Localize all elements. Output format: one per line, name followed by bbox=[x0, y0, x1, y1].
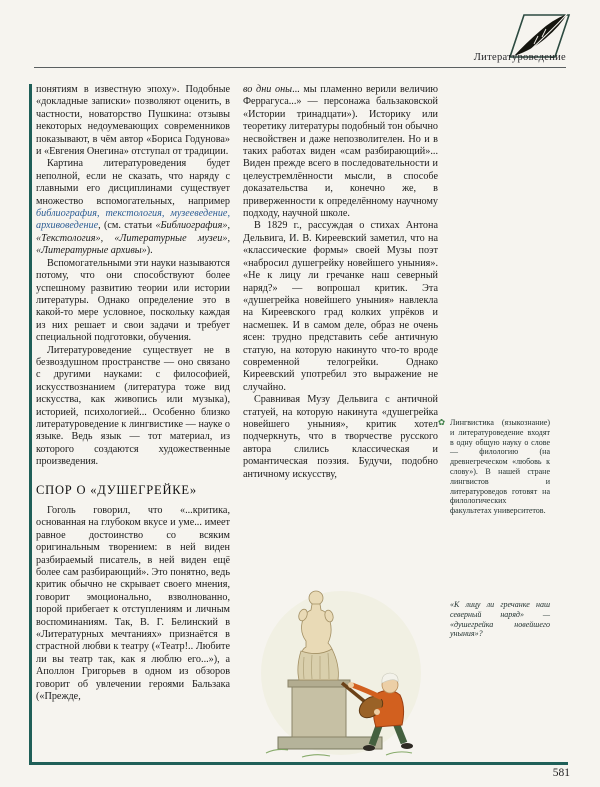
page-edge-left bbox=[29, 84, 32, 763]
paragraph: Картина литературоведения будет неполной, если не сказать, что наряду с главными его дисциплинами существует множество вспомогательных, например библиография, текстология, музееведение, архивоведение, (см. статьи «Библиография», «Текстология», «Литературные музеи», «Литературные архивы»). bbox=[36, 158, 230, 257]
page-edge-bottom bbox=[29, 762, 568, 765]
margin-note-text: «К лицу ли гречанке наш северный наряд» — «душегрейка новейшего уныния»? bbox=[450, 600, 550, 639]
margin-note-text: Лингвистика (языкознание) и литературоведение входят в одну общую науку о слове — филологию (на древнегреческом «любовь к слову»). В нашей стране лингвистов и литературоведов готовят на филологических факультетах университетов. bbox=[450, 418, 550, 516]
paragraph: Сравнивая Музу Дельвига с античной статуей, на которую накинута «душегрейка новейшего уныния», критик хотел подчеркнуть, что в творчестве русского автора слились классическая и романтическая поэзия. Будучи, подобно античному искусству, bbox=[243, 394, 438, 480]
paragraph: Вспомогательными эти науки называются потому, что они способствуют более успешному развитию теории или истории литературы. Однако определение это в какой-то мере условное, поскольку каждая из них решает и свои задачи и требует специальной подготовки, обучения. bbox=[36, 257, 230, 344]
paragraph: Гоголь говорил, что «...критика, основанная на глубоком вкусе и уме... имеет равное достоинство со всяким оригинальным творением: в ней виден разбираемый писатель, в ней виден ещё более сам разбирающий». Это понятно, ведь критик обычно не скрывает своего мнения, говорит эмоционально, взволнованно, порой прибегает к отступлениям и личным воспоминаниям. Так, В. Г. Белинский в «Литературных мечтаниях» признаётся в страстной любви к театру («Театр!.. Любите ли вы театр так, как я люблю его...»), а Аполлон Григорьев в одном из обзоров говорит об увлечении героями Бальзака («Прежде, bbox=[36, 505, 230, 703]
paragraph: во дни оны... мы пламенно верили величию Феррагуса...» — персонажа бальзаковской «Истории тринадцати»). Историку или теоретику литературы подобный тон обычно несвойствен и даже непозволителен. Но и в таких работах виден «сам разбирающий»... Виден прежде всего в последовательности и целеустремлённости мысли, в способе доказательства и, конечно же, в приверженности к определённому научному подходу, научной школе. bbox=[243, 84, 439, 220]
running-head: Литературоведение bbox=[473, 52, 566, 63]
page-number: 581 bbox=[552, 767, 570, 779]
header-rule bbox=[34, 67, 566, 68]
paragraph: Литературоведение существует не в безвоздушном пространстве — оно связано с другими науками: с философией, искусствознанием (литература тоже вид искусства, как живопись или музыка), историей, психологией... Особенно близко литературоведение к лингвистике — науке о языке. Ведь язык — тот материал, из которого создаются художественные произведения. bbox=[36, 344, 230, 468]
left-column-block-2 bbox=[36, 505, 230, 704]
left-column-block-1 bbox=[36, 84, 230, 469]
margin-note-linguistics bbox=[438, 417, 550, 516]
paragraph: В 1829 г., рассуждая о стихах Антона Дельвига, И. В. Киреевский заметил, что на «классические формы» своей Музы поэт «набросил душегрейку новейшего уныния». «Не к лицу ли гречанке наш северный наряд?» — вопрошал критик. Эта «душегрейка новейшего уныния» навлекла на Киреевского град колких упрёков и насмешек. И в самом деле, образ не очень ясен: трудно представить себе античную статую, на которую накинуто что-то вроде современной телогрейки. Однако Киреевский употребил это выражение не случайно. bbox=[243, 220, 438, 393]
section-heading: СПОР О «ДУШЕГРЕЙКЕ» bbox=[36, 482, 197, 497]
note-marker-icon: ✿ bbox=[438, 417, 446, 427]
margin-note-caption bbox=[450, 600, 550, 639]
column-right bbox=[243, 84, 438, 481]
paragraph: понятиям в известную эпоху». Подобные «докладные записки» позволяют оценить, в частности, новаторство Пушкина: отзывы некоторых недоумевающих современников показывают, в чём автор «Бориса Годунова» и «Евгения Онегина» отступал от традиции. bbox=[36, 84, 230, 158]
statue-musician-illustration bbox=[256, 585, 446, 760]
right-column-block bbox=[243, 84, 438, 481]
column-left bbox=[36, 84, 230, 704]
